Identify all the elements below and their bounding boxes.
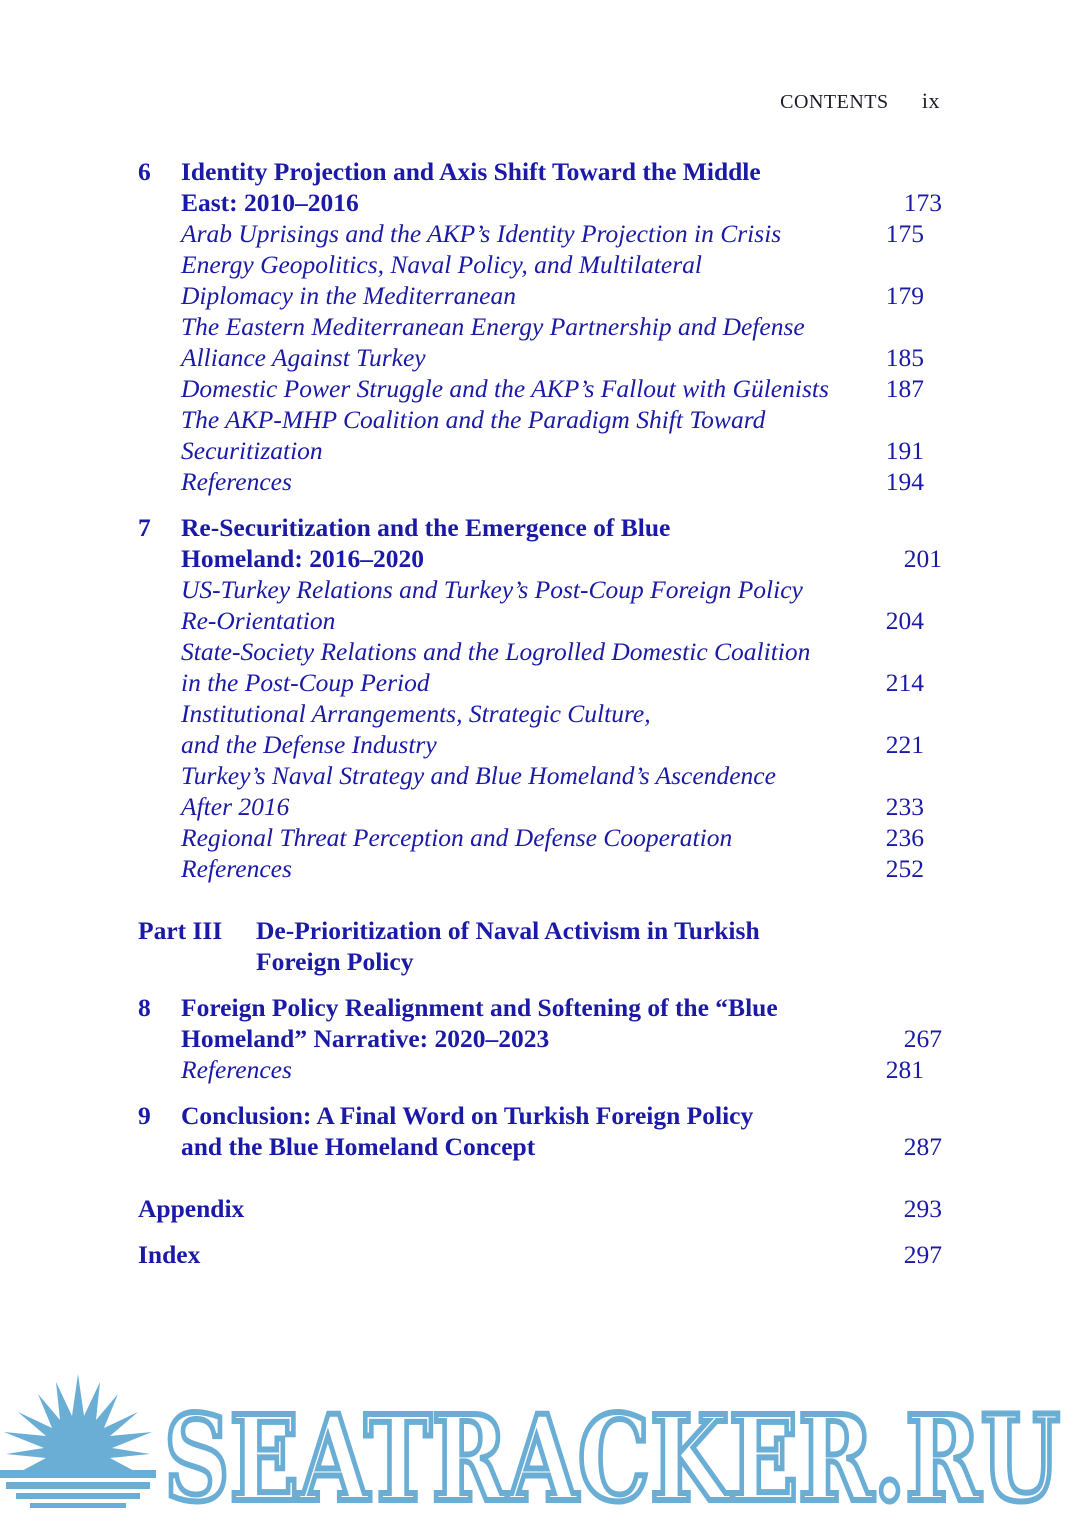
section-title-line-2: Securitization	[181, 436, 323, 465]
section-page: 185	[885, 343, 924, 372]
section-page: 281	[885, 1055, 924, 1084]
chapter-title-line-2: East: 2010–2016	[181, 188, 359, 217]
chapter-title-line-1: Identity Projection and Axis Shift Toward the Middle	[181, 157, 761, 186]
toc-section[interactable]	[181, 249, 924, 311]
section-title: Regional Threat Perception and Defense Cooperation	[181, 823, 733, 852]
toc-chapter-7[interactable]	[138, 512, 942, 574]
section-title: References	[181, 467, 292, 496]
section-title: References	[181, 1055, 292, 1084]
part-title-line-1: De-Prioritization of Naval Activism in Turkish	[256, 916, 760, 945]
section-title-line-1: Turkey’s Naval Strategy and Blue Homeland’s Ascendence	[181, 761, 776, 790]
section-page: 204	[885, 606, 924, 635]
chapter-title-line-2: Homeland” Narrative: 2020–2023	[181, 1024, 550, 1053]
appendix-page: 293	[903, 1194, 942, 1223]
section-title-line-2: Alliance Against Turkey	[181, 343, 426, 372]
section-title: References	[181, 854, 292, 883]
section-page: 221	[885, 730, 924, 759]
chapter-page: 201	[903, 544, 942, 573]
part-label: Part III	[138, 916, 223, 945]
section-page: 236	[885, 823, 924, 852]
table-of-contents	[138, 156, 942, 1270]
toc-part-3[interactable]	[138, 915, 942, 977]
index-page: 297	[903, 1240, 942, 1269]
chapter-number: 6	[138, 157, 151, 186]
page-number: ix	[921, 88, 940, 113]
section-title-line-1: US-Turkey Relations and Turkey’s Post-Coup Foreign Policy	[181, 575, 803, 604]
toc-section[interactable]	[181, 404, 924, 466]
toc-section[interactable]	[181, 218, 924, 249]
section-page: 214	[885, 668, 924, 697]
toc-section[interactable]	[181, 574, 924, 636]
toc-chapter-6[interactable]	[138, 156, 942, 218]
section-title-line-2: Re-Orientation	[181, 606, 336, 635]
section-page: 179	[885, 281, 924, 310]
chapter-title-line-1: Re-Securitization and the Emergence of Blue	[181, 513, 671, 542]
section-title: Domestic Power Struggle and the AKP’s Fallout with Gülenists	[181, 374, 829, 403]
toc-chapter-8[interactable]	[138, 992, 942, 1054]
chapter-number: 8	[138, 993, 151, 1022]
chapter-title-line-2: Homeland: 2016–2020	[181, 544, 424, 573]
chapter-page: 267	[903, 1024, 942, 1053]
section-title-line-1: The AKP-MHP Coalition and the Paradigm Shift Toward	[181, 405, 766, 434]
section-title: Arab Uprisings and the AKP’s Identity Projection in Crisis	[181, 219, 782, 248]
toc-section-references[interactable]	[181, 466, 924, 497]
section-title-line-2: in the Post-Coup Period	[181, 668, 430, 697]
watermark-text: SEATRACKER.RU	[164, 1389, 1060, 1512]
toc-section[interactable]	[181, 311, 924, 373]
section-title-line-1: State-Society Relations and the Logrolled Domestic Coalition	[181, 637, 811, 666]
section-page: 191	[885, 436, 924, 465]
section-title-line-2: After 2016	[181, 792, 290, 821]
chapter-title-line-2: and the Blue Homeland Concept	[181, 1132, 536, 1161]
section-title-line-1: Institutional Arrangements, Strategic Culture,	[181, 699, 651, 728]
toc-index[interactable]	[138, 1239, 942, 1270]
toc-chapter-9[interactable]	[138, 1100, 942, 1162]
chapter-title-line-1: Foreign Policy Realignment and Softening of the “Blue	[181, 993, 778, 1022]
toc-appendix[interactable]	[138, 1193, 942, 1224]
toc-section[interactable]	[181, 373, 924, 404]
toc-section-references[interactable]	[181, 853, 924, 884]
running-title: CONTENTS	[780, 91, 889, 113]
watermark-logo	[0, 1372, 1080, 1512]
section-title-line-1: Energy Geopolitics, Naval Policy, and Multilateral	[181, 250, 703, 279]
section-title-line-2: and the Defense Industry	[181, 730, 437, 759]
chapter-number: 7	[138, 513, 151, 542]
appendix-label: Appendix	[138, 1194, 245, 1223]
running-header	[780, 88, 940, 114]
part-title-line-2: Foreign Policy	[256, 947, 414, 976]
chapter-page: 287	[903, 1132, 942, 1161]
index-label: Index	[138, 1240, 201, 1269]
toc-section[interactable]	[181, 636, 924, 698]
toc-section[interactable]	[181, 698, 924, 760]
section-page: 233	[885, 792, 924, 821]
toc-section-references[interactable]	[181, 1054, 924, 1085]
section-title-line-2: Diplomacy in the Mediterranean	[181, 281, 516, 310]
section-page: 194	[885, 467, 924, 496]
toc-section[interactable]	[181, 760, 924, 822]
chapter-number: 9	[138, 1101, 151, 1130]
sun-burst-icon	[0, 1374, 156, 1508]
section-title-line-1: The Eastern Mediterranean Energy Partnership and Defense	[181, 312, 805, 341]
section-page: 252	[885, 854, 924, 883]
chapter-title-line-1: Conclusion: A Final Word on Turkish Foreign Policy	[181, 1101, 754, 1130]
chapter-page: 173	[903, 188, 942, 217]
toc-section[interactable]	[181, 822, 924, 853]
section-page: 175	[885, 219, 924, 248]
section-page: 187	[885, 374, 924, 403]
